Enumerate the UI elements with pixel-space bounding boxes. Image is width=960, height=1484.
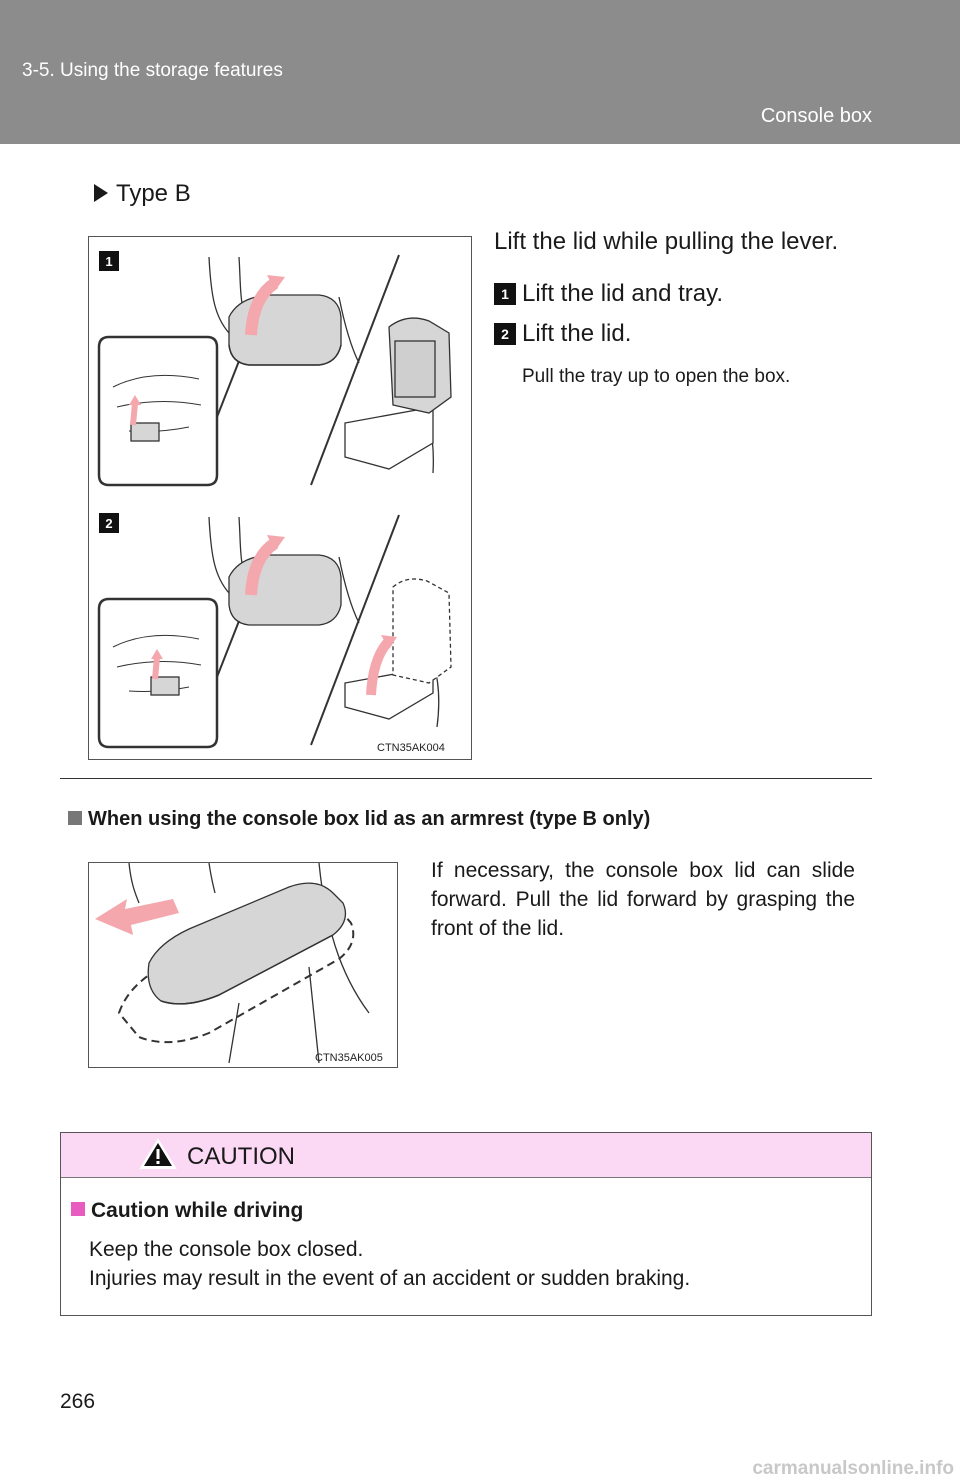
type-heading xyxy=(94,180,191,208)
caution-title: CAUTION xyxy=(187,1143,295,1170)
caution-subheading-text: Caution while driving xyxy=(91,1199,304,1222)
square-bullet-icon xyxy=(68,811,82,825)
type-heading-label: Type B xyxy=(116,180,191,207)
armrest-heading xyxy=(68,808,650,831)
step-badge-1-label: 1 xyxy=(105,254,113,269)
caution-line: Injuries may result in the event of an accident or sudden braking. xyxy=(89,1267,691,1290)
armrest-figure xyxy=(88,862,398,1068)
armrest-description: If necessary, the console box lid can slide forward. Pull the lid forward by grasping the front of the lid. xyxy=(431,859,855,940)
instructions xyxy=(494,228,874,388)
page-number: 266 xyxy=(60,1390,96,1413)
section-title: 3-5. Using the storage features xyxy=(22,60,283,81)
footer-watermark: carmanualsonline.info xyxy=(752,1458,954,1479)
caution-box xyxy=(60,1132,872,1316)
console-box-figure xyxy=(88,236,472,760)
warning-triangle-icon xyxy=(139,1138,177,1170)
armrest-figure-code: CTN35AK005 xyxy=(315,1052,383,1064)
lever2-arrow-icon xyxy=(155,657,157,679)
caution-subheading xyxy=(71,1199,303,1223)
figure-code: CTN35AK004 xyxy=(377,742,445,754)
page-header xyxy=(0,0,960,144)
caution-line: Keep the console box closed. xyxy=(89,1238,364,1261)
section-divider xyxy=(60,778,872,779)
topic-title: Console box xyxy=(760,105,872,127)
caution-body xyxy=(89,1235,690,1293)
slide-forward-arrow-icon xyxy=(95,899,179,935)
step-badge-2-label: 2 xyxy=(105,516,113,531)
step-text: Lift the lid and tray. xyxy=(522,280,723,307)
triangle-bullet-icon xyxy=(94,184,108,202)
armrest-heading-text: When using the console box lid as an armrest (type B only) xyxy=(88,808,651,830)
console-box-illustration xyxy=(89,237,471,759)
armrest-illustration xyxy=(89,863,397,1067)
caution-header xyxy=(61,1133,871,1178)
step-1 xyxy=(494,280,874,308)
step-badge: 1 xyxy=(494,283,516,305)
step-badge: 2 xyxy=(494,323,516,345)
step-text: Lift the lid. xyxy=(522,320,632,347)
step-2 xyxy=(494,320,874,348)
lever-arrow-icon xyxy=(133,403,135,425)
main-instruction: Lift the lid while pulling the lever. xyxy=(494,228,839,255)
tray-note: Pull the tray up to open the box. xyxy=(522,366,791,387)
square-bullet-icon xyxy=(71,1202,85,1216)
